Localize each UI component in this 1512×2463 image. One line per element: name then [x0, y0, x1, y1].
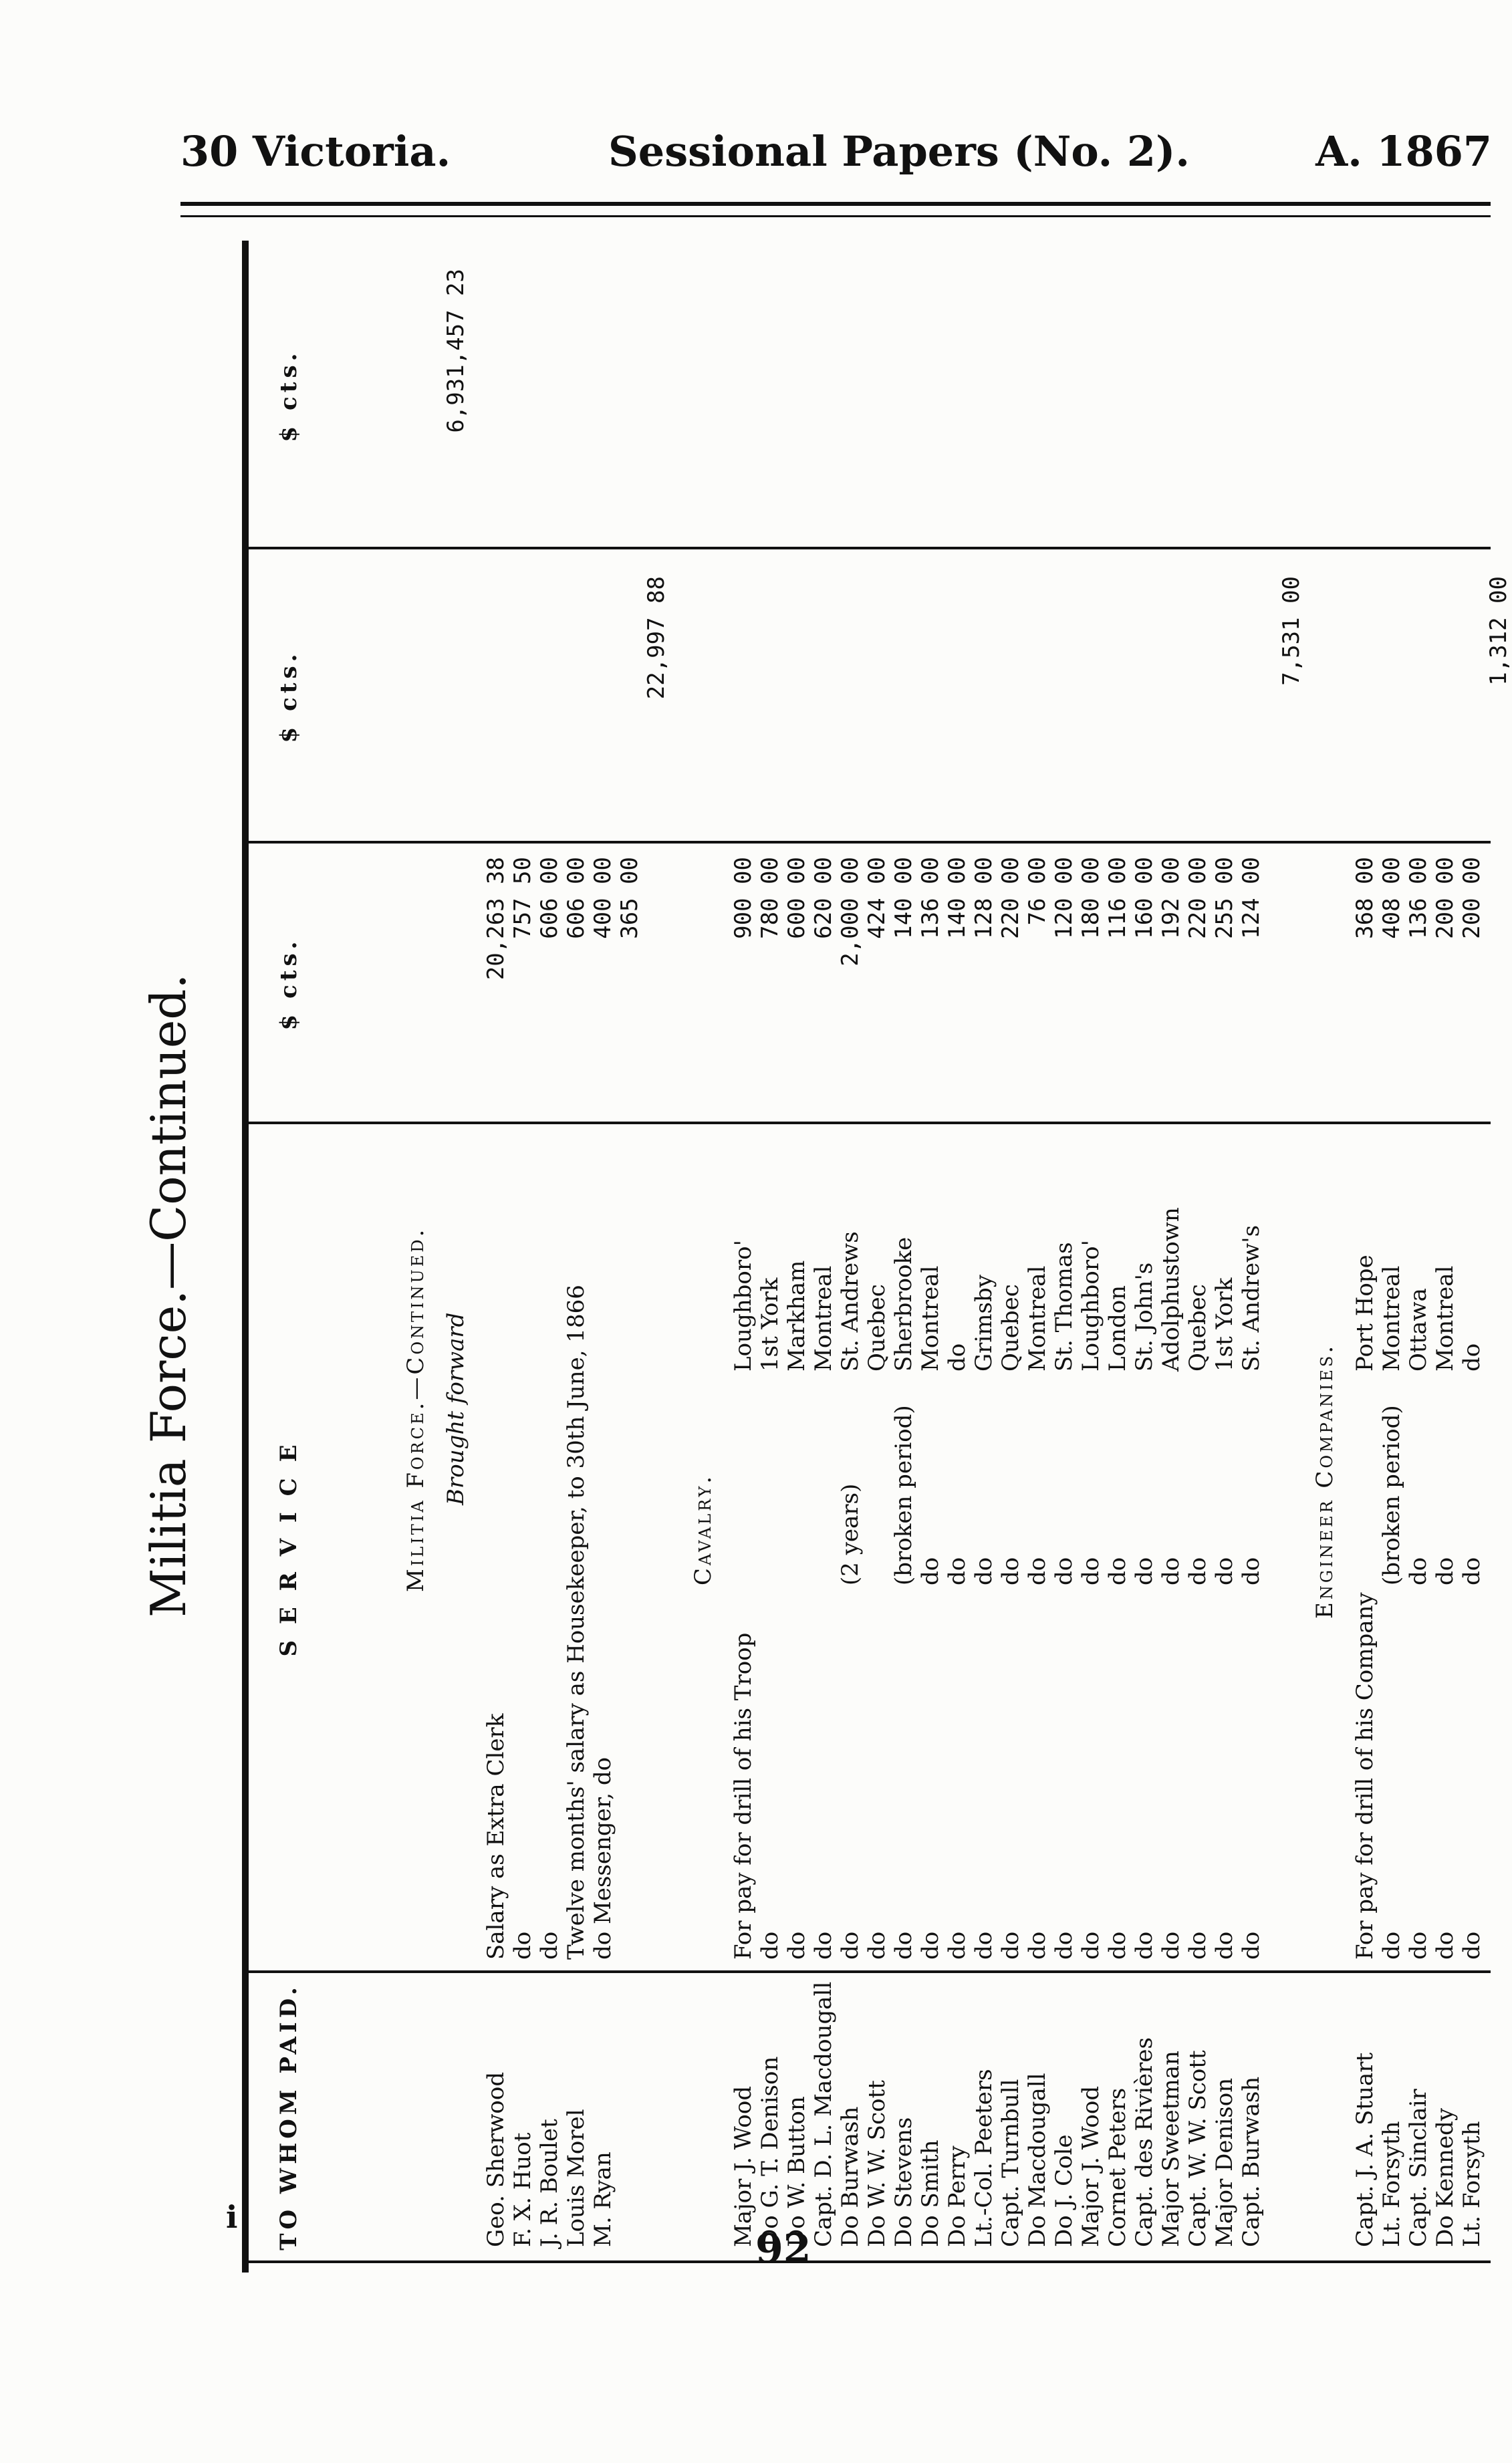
- amount: 900 00: [730, 857, 757, 939]
- amount: 220 00: [1184, 857, 1211, 939]
- amount: 124 00: [1238, 857, 1265, 939]
- service-place: Quebec: [997, 1284, 1024, 1372]
- payee-name: Do Smith: [917, 2140, 944, 2247]
- service-text: do: [1024, 1931, 1051, 1960]
- column-header-paid: TO WHOM PAID.: [275, 1983, 302, 2250]
- payee-name: Do J. Cole: [1051, 2134, 1078, 2247]
- service-period: (broken period): [890, 1405, 917, 1585]
- amount: 116 00: [1104, 857, 1131, 939]
- service-period: (2 years): [837, 1483, 864, 1585]
- payee-name: F. X. Huot: [509, 2132, 536, 2247]
- amount: 400 00: [590, 857, 616, 939]
- service-period: do: [971, 1557, 997, 1585]
- service-place: 1st York: [757, 1277, 783, 1372]
- service-place: Quebec: [864, 1284, 890, 1372]
- payee-name: Major Denison: [1211, 2077, 1238, 2247]
- payee-name: Major J. Wood: [1078, 2085, 1104, 2247]
- amount: 160 00: [1131, 857, 1158, 939]
- amount: 2,000 00: [837, 857, 864, 966]
- service-text: do: [509, 1931, 536, 1960]
- payee-name: J. R. Boulet: [536, 2119, 563, 2247]
- service-text: do: [1211, 1931, 1238, 1960]
- section-heading-cavalry: Cavalry.: [690, 1473, 717, 1585]
- service-period: do: [1211, 1557, 1238, 1585]
- service-text: do: [837, 1931, 864, 1960]
- payee-name: Lt. Forsyth: [1378, 2121, 1405, 2247]
- amount: 606 00: [536, 857, 563, 939]
- amount: 128 00: [971, 857, 997, 939]
- service-place: do: [944, 1343, 971, 1372]
- service-text: Salary as Extra Clerk: [483, 1713, 509, 1960]
- brought-forward-label: Brought forward: [443, 1312, 469, 1505]
- amount: 192 00: [1158, 857, 1184, 939]
- service-text: do: [1459, 1931, 1485, 1960]
- amount: 200 00: [1459, 857, 1485, 939]
- payee-name: Do Burwash: [837, 2106, 864, 2247]
- amount: 220 00: [997, 857, 1024, 939]
- service-text: do: [783, 1931, 810, 1960]
- running-head-center: Sessional Papers (No. 2).: [608, 127, 1190, 176]
- amount: 365 00: [616, 857, 643, 939]
- service-text: do: [810, 1931, 837, 1960]
- amount: 255 00: [1211, 857, 1238, 939]
- service-period: do: [1459, 1557, 1485, 1585]
- service-period: do: [1051, 1557, 1078, 1585]
- service-place: Adolphustown: [1158, 1207, 1184, 1372]
- service-period: do: [944, 1557, 971, 1585]
- payee-name: Do G. T. Denison: [757, 2056, 783, 2247]
- payee-name: Do W. W. Scott: [864, 2080, 890, 2247]
- column-header-service: S E R V I C E: [275, 1440, 302, 1657]
- service-period: do: [1131, 1557, 1158, 1585]
- service-text: do: [536, 1931, 563, 1960]
- service-place: St. Andrew's: [1238, 1224, 1265, 1372]
- corner-mark: i: [226, 2199, 238, 2235]
- service-place: Grimsby: [971, 1275, 997, 1372]
- payee-name: Capt. des Rivières: [1131, 2037, 1158, 2247]
- service-text: do: [1104, 1931, 1131, 1960]
- service-place: Loughboro': [730, 1240, 757, 1372]
- payee-name: Do Perry: [944, 2146, 971, 2247]
- amount: 20,263 38: [483, 857, 509, 981]
- payee-name: Major Sweetman: [1158, 2051, 1184, 2247]
- service-text: do: [944, 1931, 971, 1960]
- section-heading-engineer: Engineer Companies.: [1311, 1343, 1338, 1619]
- service-period: do: [917, 1557, 944, 1585]
- amount: 120 00: [1051, 857, 1078, 939]
- amount: 180 00: [1078, 857, 1104, 939]
- service-text: do: [757, 1931, 783, 1960]
- ledger-table: [249, 242, 1512, 2260]
- column-divider: [249, 1970, 1491, 1973]
- service-text: Twelve months' salary as Housekeeper, to 30th June, 1866: [563, 1285, 590, 1960]
- payee-name: Do W. Button: [783, 2096, 810, 2247]
- service-place: Montreal: [1432, 1265, 1459, 1372]
- service-text: For pay for drill of his Troop: [730, 1632, 757, 1960]
- service-place: St. Thomas: [1051, 1242, 1078, 1372]
- service-text: do: [1158, 1931, 1184, 1960]
- service-text: do: [890, 1931, 917, 1960]
- amount: 200 00: [1432, 857, 1459, 939]
- column-divider: [249, 841, 1491, 844]
- service-place: Ottawa: [1405, 1288, 1432, 1372]
- column-header-amount-2: $ cts.: [275, 650, 302, 743]
- service-period: do: [1405, 1557, 1432, 1585]
- service-place: Sherbrooke: [890, 1237, 917, 1372]
- page-number: 92: [755, 2226, 811, 2273]
- service-period: do: [1238, 1557, 1265, 1585]
- service-place: Quebec: [1184, 1284, 1211, 1372]
- service-period: do: [1158, 1557, 1184, 1585]
- amount: 606 00: [563, 857, 590, 939]
- payee-name: Lt.-Col. Peeters: [971, 2069, 997, 2247]
- payee-name: Cornet Peters: [1104, 2087, 1131, 2247]
- payee-name: Geo. Sherwood: [483, 2071, 509, 2247]
- service-place: Port Hope: [1352, 1255, 1378, 1372]
- running-head-right: A. 1867: [1315, 127, 1492, 176]
- amount: 368 00: [1352, 857, 1378, 939]
- payee-name: Capt. Turnbull: [997, 2079, 1024, 2247]
- payee-name: Louis Morel: [563, 2109, 590, 2247]
- service-text: do: [917, 1931, 944, 1960]
- payee-name: Capt. W. W. Scott: [1184, 2050, 1211, 2247]
- amount: 424 00: [864, 857, 890, 939]
- amount: 757 50: [509, 857, 536, 939]
- service-place: Markham: [783, 1260, 810, 1372]
- service-period: do: [1184, 1557, 1211, 1585]
- amount: 136 00: [917, 857, 944, 939]
- service-place: Montreal: [1024, 1265, 1051, 1372]
- payee-name: Capt. Burwash: [1238, 2076, 1265, 2247]
- service-text: do Messenger, do: [590, 1757, 616, 1960]
- top-rule-thin: [180, 215, 1491, 217]
- service-text: do: [1405, 1931, 1432, 1960]
- service-text: do: [1184, 1931, 1211, 1960]
- service-place: London: [1104, 1285, 1131, 1372]
- service-text: do: [1078, 1931, 1104, 1960]
- amount: 620 00: [810, 857, 837, 939]
- service-place: do: [1459, 1343, 1485, 1372]
- service-place: Montreal: [1378, 1265, 1405, 1372]
- service-period: do: [1078, 1557, 1104, 1585]
- service-text: do: [997, 1931, 1024, 1960]
- service-place: Montreal: [917, 1265, 944, 1372]
- column-divider: [249, 1122, 1491, 1124]
- service-text: For pay for drill of his Company: [1352, 1592, 1378, 1960]
- service-period: do: [997, 1557, 1024, 1585]
- amount: 780 00: [757, 857, 783, 939]
- brought-forward-total: 6,931,457 23: [443, 269, 469, 433]
- service-place: 1st York: [1211, 1277, 1238, 1372]
- amount: 408 00: [1378, 857, 1405, 939]
- service-text: do: [971, 1931, 997, 1960]
- page-bottom-rule: [242, 2260, 1491, 2263]
- service-place: St. Andrews: [837, 1231, 864, 1372]
- amount: 76 00: [1024, 857, 1051, 926]
- column-header-amount-1: $ cts.: [275, 937, 302, 1031]
- service-text: do: [864, 1931, 890, 1960]
- service-text: do: [1238, 1931, 1265, 1960]
- top-rule: [180, 202, 1491, 206]
- service-place: Montreal: [810, 1265, 837, 1372]
- service-period: do: [1024, 1557, 1051, 1585]
- amount: 140 00: [890, 857, 917, 939]
- service-period: do: [1432, 1557, 1459, 1585]
- section-title-text: Militia Force.—Continued.: [140, 973, 197, 1617]
- payee-name: Capt. D. L. Macdougall: [810, 1981, 837, 2247]
- service-text: do: [1051, 1931, 1078, 1960]
- service-place: Loughboro': [1078, 1240, 1104, 1372]
- service-text: do: [1378, 1931, 1405, 1960]
- clerks-subtotal: 22,997 88: [643, 576, 670, 700]
- payee-name: Do Stevens: [890, 2117, 917, 2247]
- payee-name: Capt. Sinclair: [1405, 2089, 1432, 2247]
- cavalry-subtotal: 7,531 00: [1278, 576, 1305, 686]
- amount: 136 00: [1405, 857, 1432, 939]
- payee-name: Capt. J. A. Stuart: [1352, 2052, 1378, 2247]
- service-period: do: [1104, 1557, 1131, 1585]
- payee-name: Lt. Forsyth: [1459, 2121, 1485, 2247]
- column-header-amount-3: $ cts.: [275, 349, 302, 442]
- service-text: do: [1432, 1931, 1459, 1960]
- payee-name: Do Kennedy: [1432, 2107, 1459, 2247]
- column-divider: [249, 547, 1491, 549]
- running-head-left: 30 Victoria.: [180, 127, 451, 176]
- payee-name: M. Ryan: [590, 2152, 616, 2247]
- service-place: St. John's: [1131, 1262, 1158, 1372]
- amount: 600 00: [783, 857, 810, 939]
- amount: 140 00: [944, 857, 971, 939]
- engineers-subtotal: 1,312 00: [1485, 576, 1512, 686]
- service-period: (broken period): [1378, 1405, 1405, 1585]
- payee-name: Do Macdougall: [1024, 2073, 1051, 2247]
- service-text: do: [1131, 1931, 1158, 1960]
- section-heading-militia: Militia Force.—Continued.: [402, 1226, 429, 1592]
- payee-name: Major J. Wood: [730, 2085, 757, 2247]
